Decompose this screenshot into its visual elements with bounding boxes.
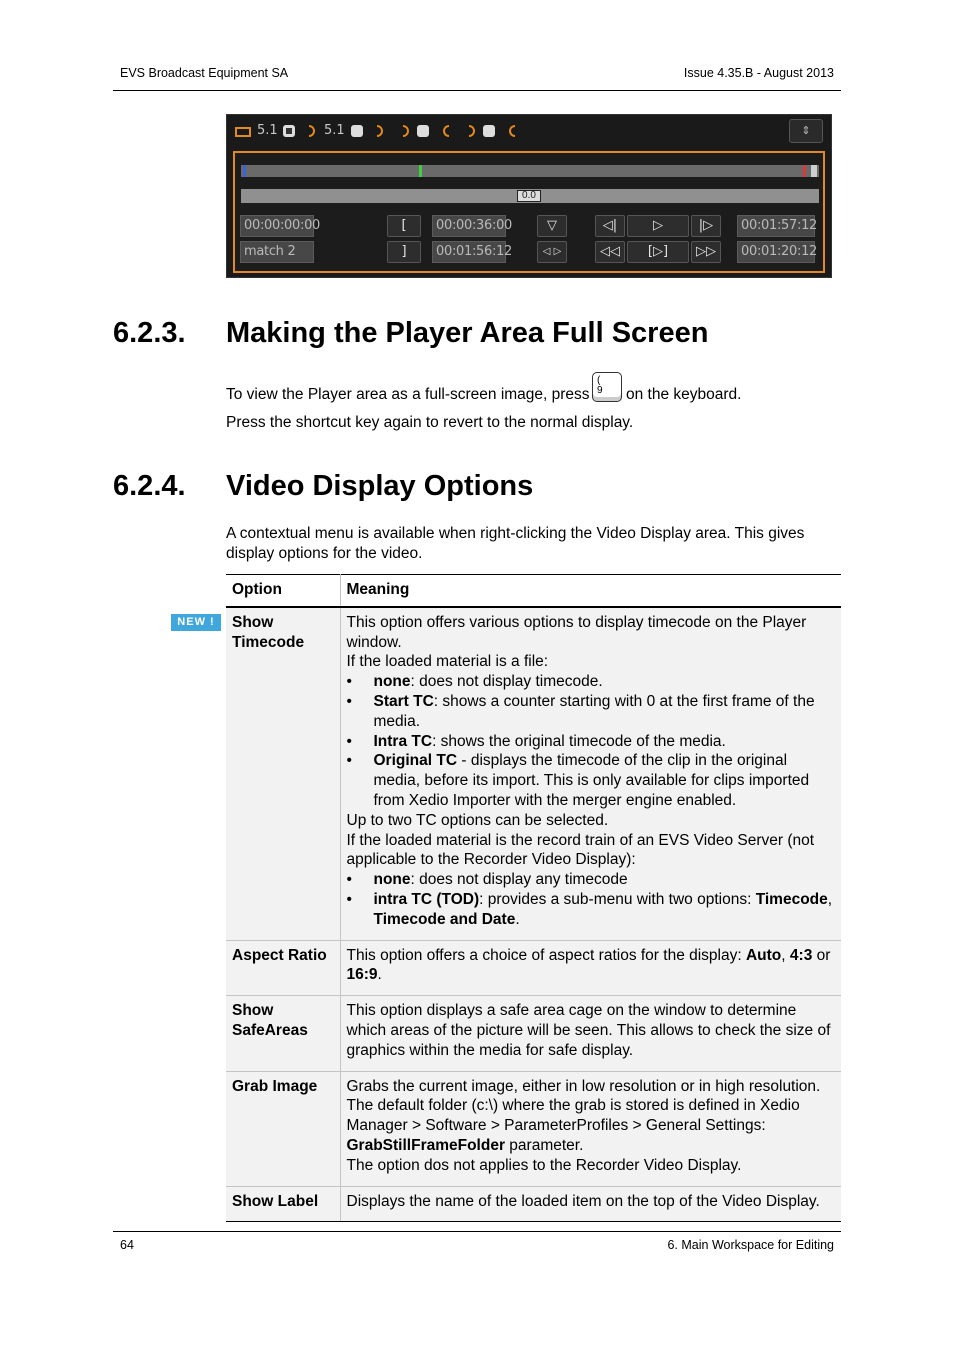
option-cell: Show SafeAreas xyxy=(226,996,340,1071)
audio-track-1: 5.1 xyxy=(257,123,278,138)
header-option: Option xyxy=(226,575,340,607)
section-title: Video Display Options xyxy=(226,470,534,502)
blue-marker xyxy=(243,165,246,177)
timeline-track[interactable] xyxy=(241,165,819,177)
meaning-cell: This option displays a safe area cage on the window to determine which areas of the picture will be seen. This allows to check the size of graphics within the media for safe display. xyxy=(340,996,841,1071)
table-row xyxy=(226,940,841,996)
header-issue: Issue 4.35.B - August 2013 xyxy=(683,66,834,80)
list-item: • intra TC (TOD): provides a sub-menu with two options: Timecode, Timecode and Date. xyxy=(347,890,836,930)
half-circle-icon xyxy=(403,125,409,137)
options-table xyxy=(226,574,841,1222)
mark-in-tc-field[interactable]: 00:00:36:00 xyxy=(432,215,506,237)
meaning-cell: This option offers a choice of aspect ratios for the display: Auto, 4:3 or 16:9. xyxy=(340,940,841,996)
audio-track-2: 5.1 xyxy=(324,123,345,138)
new-badge: NEW ! xyxy=(171,614,221,631)
option-cell: Aspect Ratio xyxy=(226,940,340,996)
red-marker xyxy=(803,165,806,177)
tc-in-field[interactable]: 00:00:00:00 xyxy=(240,215,314,237)
square-icon xyxy=(351,125,363,137)
table-row xyxy=(226,1186,841,1222)
green-marker xyxy=(419,165,422,177)
meaning-cell: Grabs the current image, either in low resolution or in high resolution. The default folder (c:\) where the grab is stored is defined in Xedio Manager > Software > ParameterProfiles > General Settings: GrabStillFrameFolder parameter. The option dos not applies to the Recorder Video Display. xyxy=(340,1071,841,1186)
dropdown-icon[interactable]: ▽ xyxy=(537,215,567,237)
table-row xyxy=(226,1071,841,1186)
table-row xyxy=(226,607,841,940)
section-number: 6.2.3. xyxy=(113,317,186,349)
play-loop-icon[interactable]: [▷] xyxy=(627,241,689,263)
meaning-cell: This option offers various options to display timecode on the Player window. If the loaded material is a file: • none: does not display timecode. • Start TC: shows a counter starting with 0 at the first frame of the media. • Intra TC: shows the original timecode of the media. • Original TC - displays the timecode of the clip in the original media, before its import. This is only available for clips imported from Xedio Importer with the merger engine enabled. Up to two TC options can be selected. If the loaded material is the record train of an EVS Video Server (not applicable to the Recorder Video Display): • none: does not display any timecode • intra TC (TOD): provides a sub-menu with two options: Timecode, Timecode and Date. xyxy=(340,607,841,940)
table-row xyxy=(226,996,841,1071)
header-rule xyxy=(113,90,841,91)
keyboard-key-icon: ( 9 xyxy=(592,372,622,402)
list-item: • none: does not display any timecode xyxy=(347,870,836,890)
table-header-row xyxy=(226,575,841,607)
mark-in-button[interactable]: [ xyxy=(387,215,421,237)
half-circle-icon xyxy=(469,125,475,137)
expand-icon[interactable]: ⇕ xyxy=(789,119,823,143)
header-company: EVS Broadcast Equipment SA xyxy=(120,66,289,80)
camera-icon xyxy=(235,127,251,137)
paragraph-fullscreen: To view the Player area as a full-screen image, press xyxy=(226,386,590,403)
duration-tc-field[interactable]: 00:01:57:12 xyxy=(737,215,815,237)
prev-frame-icon[interactable]: ◁| xyxy=(595,215,625,237)
meaning-cell: Displays the name of the loaded item on the top of the Video Display. xyxy=(340,1186,841,1222)
paragraph-fullscreen-end: on the keyboard. xyxy=(626,386,742,403)
player-toolbar xyxy=(227,115,831,147)
footer-chapter: 6. Main Workspace for Editing xyxy=(667,1238,834,1252)
clip-name-field[interactable]: match 2 xyxy=(240,241,314,263)
step-arrows-icon[interactable]: ◁ ▷ xyxy=(537,241,567,263)
list-item: • Original TC - displays the timecode of the clip in the original media, before its import. This is only available for clips imported from Xedio Importer with the merger engine enabled. xyxy=(347,751,836,810)
player-screenshot xyxy=(226,114,832,278)
paragraph-intro: A contextual menu is available when right-clicking the Video Display area. This gives display options for the video. xyxy=(226,525,805,562)
rewind-icon[interactable]: ◁◁ xyxy=(595,241,625,263)
jog-slider[interactable]: 0.0 xyxy=(517,190,541,202)
half-circle-icon xyxy=(309,125,315,137)
option-cell: Show Label xyxy=(226,1186,340,1222)
list-item: • Intra TC: shows the original timecode of the media. xyxy=(347,732,836,752)
remaining-tc-field[interactable]: 00:01:20:12 xyxy=(737,241,815,263)
page-number: 64 xyxy=(120,1238,134,1252)
next-frame-icon[interactable]: |▷ xyxy=(691,215,721,237)
fast-forward-icon[interactable]: ▷▷ xyxy=(691,241,721,263)
player-controls xyxy=(233,151,825,273)
mark-out-button[interactable]: ] xyxy=(387,241,421,263)
list-item: • Start TC: shows a counter starting with 0 at the first frame of the media. xyxy=(347,692,836,732)
square-icon xyxy=(417,125,429,137)
square-icon xyxy=(483,125,495,137)
record-icon xyxy=(283,125,295,137)
option-cell: Grab Image xyxy=(226,1071,340,1186)
end-marker xyxy=(811,165,817,177)
section-number: 6.2.4. xyxy=(113,470,186,502)
half-circle-icon xyxy=(443,125,449,137)
list-item: • none: does not display timecode. xyxy=(347,672,836,692)
mark-out-tc-field[interactable]: 00:01:56:12 xyxy=(432,241,506,263)
jog-track[interactable] xyxy=(241,189,819,203)
paragraph-revert: Press the shortcut key again to revert to the normal display. xyxy=(226,414,634,431)
half-circle-icon xyxy=(377,125,383,137)
play-icon[interactable]: ▷ xyxy=(627,215,689,237)
header-meaning: Meaning xyxy=(340,575,841,607)
section-title: Making the Player Area Full Screen xyxy=(226,317,709,349)
half-circle-icon xyxy=(509,125,515,137)
option-cell: Show Timecode xyxy=(226,607,340,940)
footer-rule xyxy=(113,1231,841,1232)
